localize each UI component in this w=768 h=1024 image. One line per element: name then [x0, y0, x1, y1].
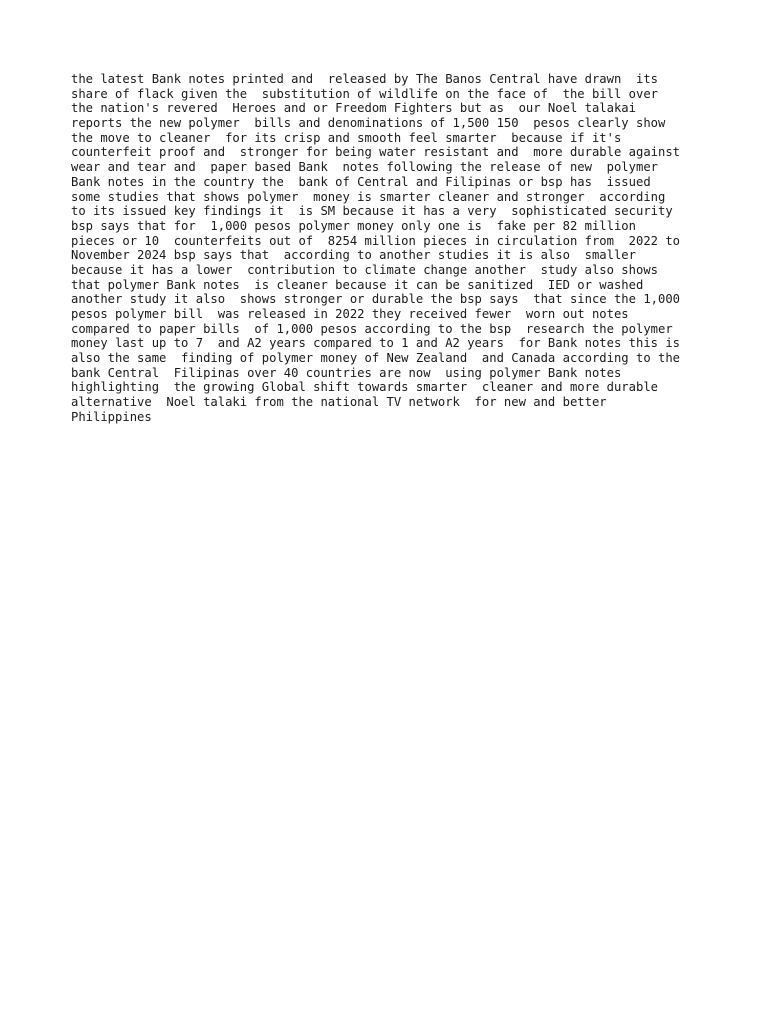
text-line: Philippines: [71, 409, 152, 424]
text-line: wear and tear and paper based Bank notes following the release of new polymer: [71, 160, 658, 175]
text-line: also the same finding of polymer money of New Zealand and Canada according to the: [71, 351, 681, 366]
text-line: reports the new polymer bills and denominations of 1,500 150 pesos clearly show: [71, 116, 666, 131]
text-line: alternative Noel talaki from the national TV network for new and better: [71, 395, 607, 410]
transcript-text: [71, 72, 731, 425]
text-line: pesos polymer bill was released in 2022 they received fewer worn out notes: [71, 307, 629, 321]
text-line: compared to paper bills of 1,000 pesos according to the bsp research the polymer: [71, 321, 673, 336]
text-line: to its issued key findings it is SM because it has a very sophisticated security: [71, 204, 673, 219]
text-line: highlighting the growing Global shift towards smarter cleaner and more durable: [71, 380, 658, 395]
text-line: because it has a lower contribution to climate change another study also shows: [71, 262, 658, 277]
text-line: bsp says that for 1,000 pesos polymer money only one is fake per 82 million: [71, 218, 636, 233]
text-line: bank Central Filipinas over 40 countries are now using polymer Bank notes: [71, 365, 622, 380]
text-line: another study it also shows stronger or durable the bsp says that since the 1,000: [71, 292, 681, 307]
text-line: counterfeit proof and stronger for being water resistant and more durable against: [71, 145, 681, 160]
text-line: the nation's revered Heroes and or Freedom Fighters but as our Noel talakai: [71, 101, 636, 116]
text-line: pieces or 10 counterfeits out of 8254 million pieces in circulation from 2022 to: [71, 233, 681, 248]
text-line: some studies that shows polymer money is smarter cleaner and stronger according: [71, 189, 666, 204]
text-line: Bank notes in the country the bank of Central and Filipinas or bsp has issued: [71, 174, 651, 189]
text-line: the move to cleaner for its crisp and smooth feel smarter because if it's: [71, 130, 622, 145]
text-line: money last up to 7 and A2 years compared to 1 and A2 years for Bank notes this is: [71, 336, 681, 351]
text-line: the latest Bank notes printed and released by The Banos Central have drawn its: [71, 72, 658, 86]
text-line: share of flack given the substitution of wildlife on the face of the bill over: [71, 86, 658, 101]
text-line: that polymer Bank notes is cleaner because it can be sanitized IED or washed: [71, 277, 644, 292]
text-line: November 2024 bsp says that according to another studies it is also smaller: [71, 248, 636, 263]
